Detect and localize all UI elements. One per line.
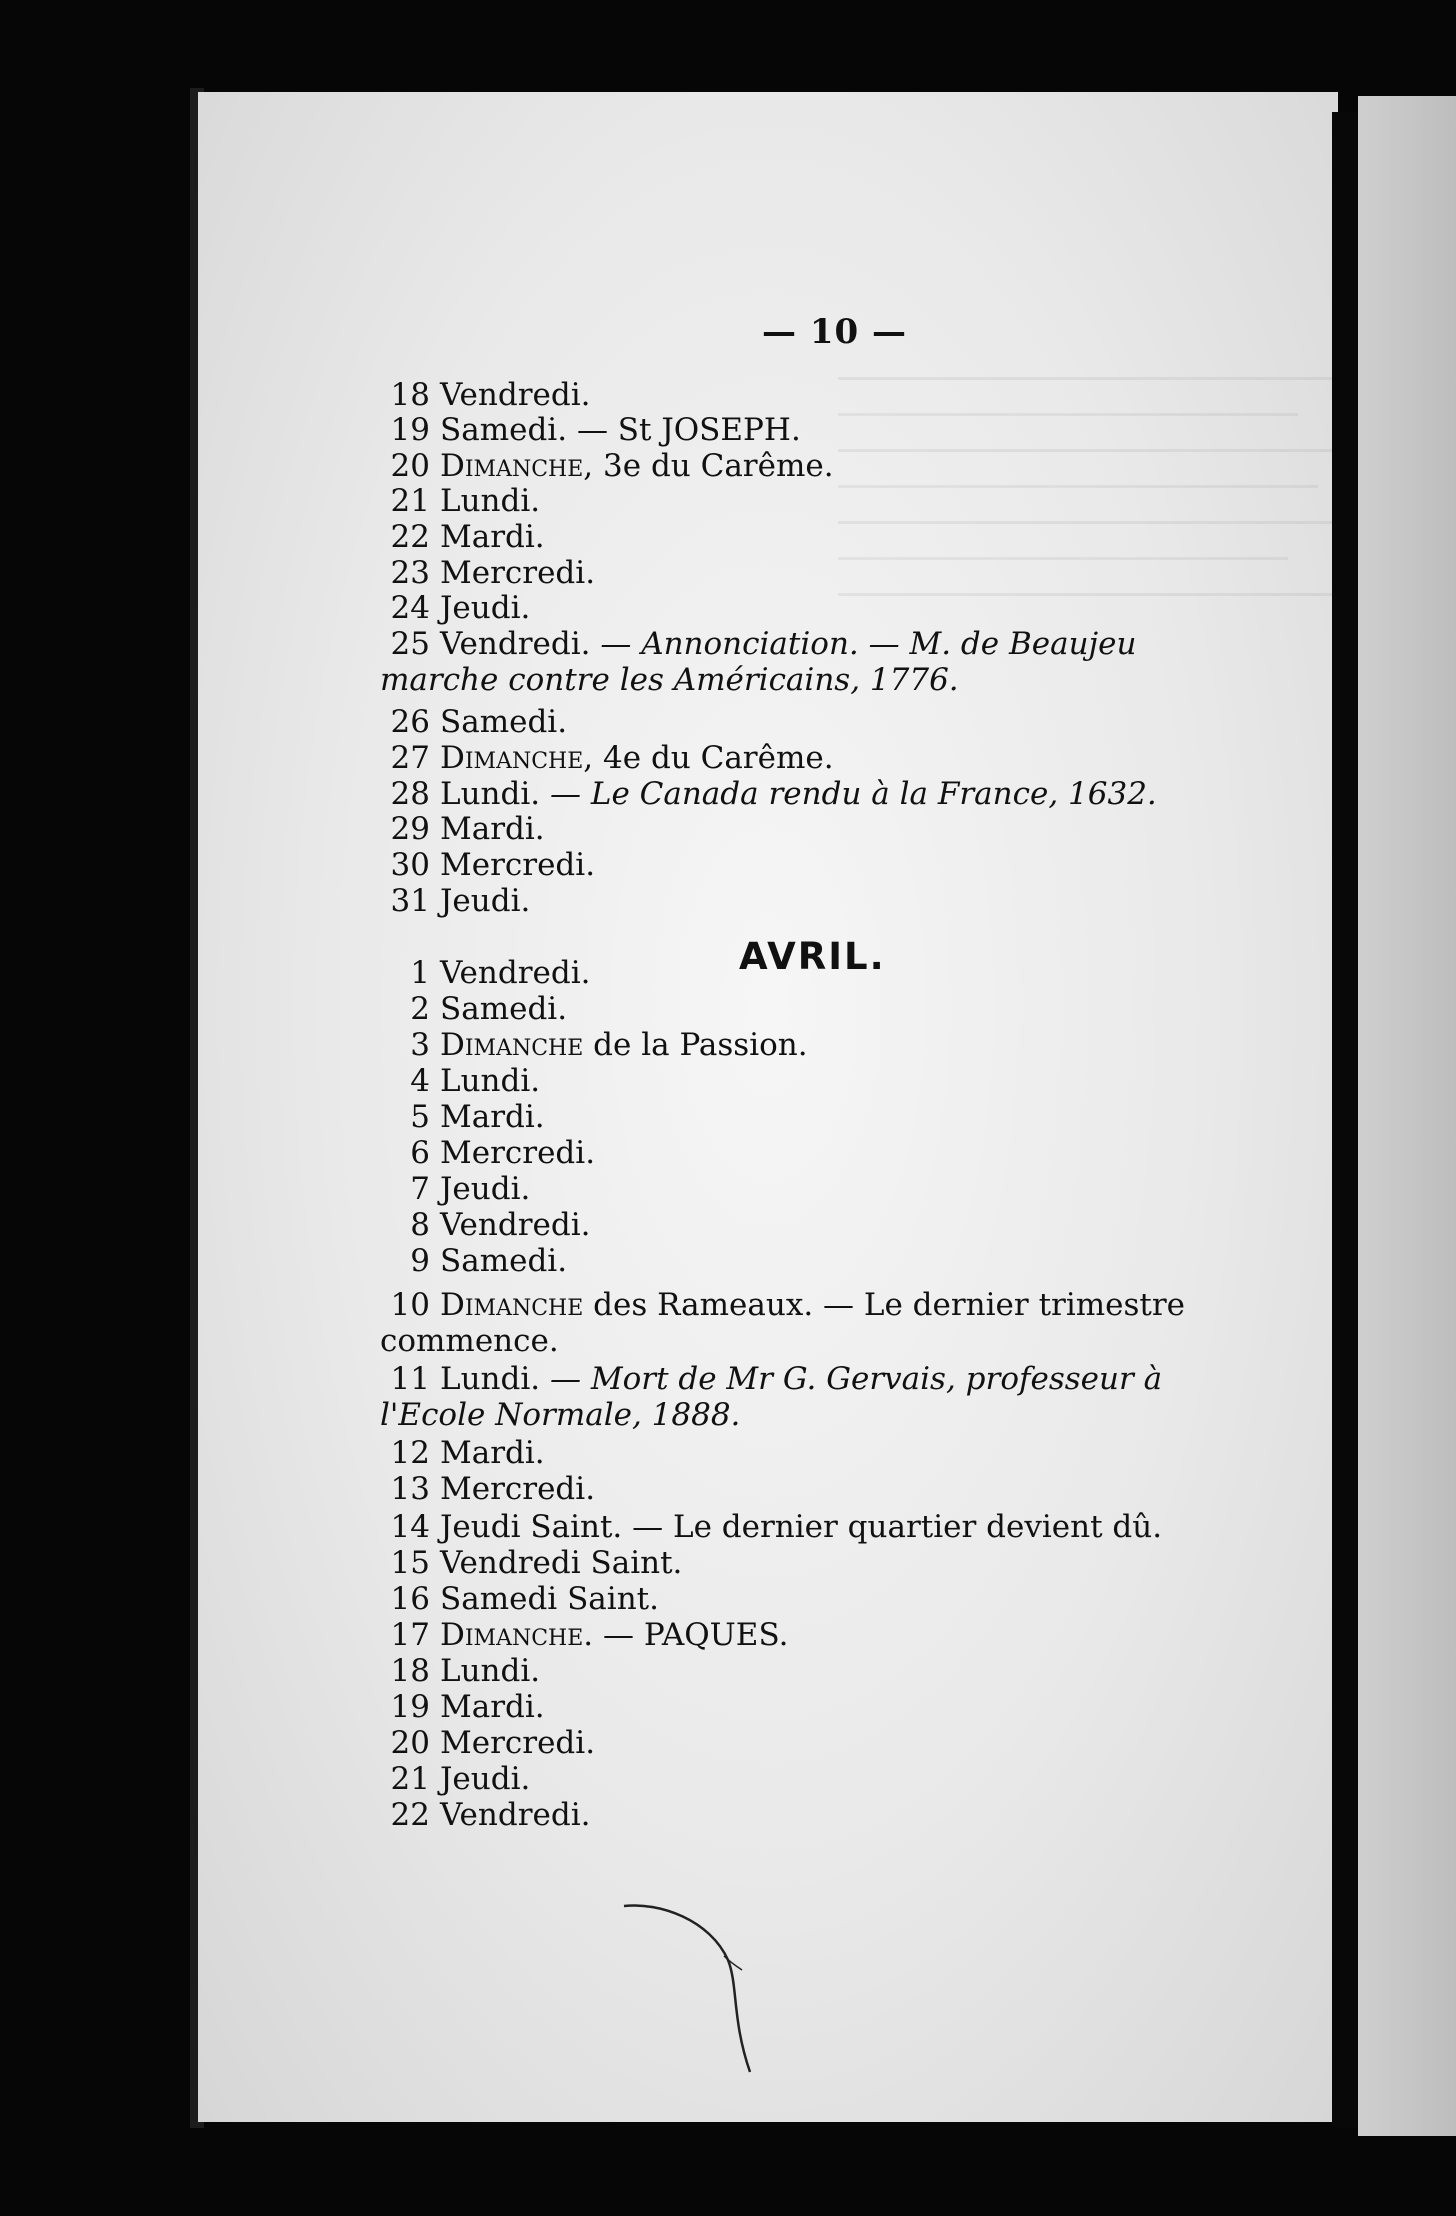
weekday: Samedi.: [440, 1243, 568, 1279]
weekday: Lundi.: [440, 776, 541, 812]
day-number: 29: [390, 811, 430, 847]
day-number: 17: [390, 1617, 430, 1653]
day-number: 10: [390, 1287, 430, 1323]
list-item: [380, 413, 1250, 449]
list-item: [380, 556, 1250, 592]
day-number: 9: [410, 1243, 430, 1279]
list-item: [380, 1618, 1250, 1654]
list-item: [380, 848, 1250, 884]
day-number: 31: [390, 883, 430, 919]
weekday: Mardi.: [440, 811, 545, 847]
day-number: 6: [410, 1135, 430, 1171]
page-number: — 10 —: [762, 312, 907, 352]
weekday: Jeudi.: [440, 590, 531, 626]
entry-note: — PAQUES.: [603, 1617, 789, 1653]
weekday: Dimanche.: [440, 1617, 594, 1653]
weekday: Samedi.: [440, 991, 568, 1027]
list-item: [380, 1100, 1250, 1136]
list-item: [380, 1762, 1250, 1798]
day-number: 19: [390, 1689, 430, 1725]
entry-note: — Annonciation. — M. de Beaujeu marche contre les Américains, 1776.: [380, 626, 1137, 698]
list-item: [380, 884, 1250, 920]
weekday: Dimanche: [440, 1287, 584, 1323]
day-number: 22: [390, 519, 430, 555]
weekday: Mardi.: [440, 1435, 545, 1471]
day-number: 30: [390, 847, 430, 883]
day-number: 3: [410, 1027, 430, 1063]
day-number: 8: [410, 1207, 430, 1243]
day-number: 11: [390, 1361, 430, 1397]
list-item: [380, 1654, 1250, 1690]
weekday: Jeudi.: [440, 883, 531, 919]
list-item: [380, 705, 1250, 741]
entry-note: 4e du Carême.: [603, 740, 834, 776]
day-number: 28: [390, 776, 430, 812]
day-number: 26: [390, 704, 430, 740]
day-number: 2: [410, 991, 430, 1027]
entry-note: des Rameaux. — Le dernier trimestre commence.: [380, 1287, 1186, 1359]
list-item: [380, 956, 1250, 992]
weekday: Mardi.: [440, 1099, 545, 1135]
weekday: Vendredi.: [440, 377, 591, 413]
weekday: Vendredi.: [440, 1797, 591, 1833]
list-item: [380, 1436, 1250, 1472]
day-number: 22: [390, 1797, 430, 1833]
list-item: [380, 812, 1250, 848]
weekday: Mercredi.: [440, 1135, 596, 1171]
day-number: 14: [390, 1509, 430, 1545]
list-item: [380, 484, 1250, 520]
weekday: Jeudi.: [440, 1761, 531, 1797]
weekday: Dimanche,: [440, 740, 594, 776]
list-item: [380, 1208, 1250, 1244]
day-number: 13: [390, 1471, 430, 1507]
weekday: Samedi.: [440, 704, 568, 740]
list-item: [380, 1362, 1250, 1433]
day-number: 1: [410, 955, 430, 991]
list-item: [380, 1288, 1250, 1359]
list-item: [380, 1726, 1250, 1762]
day-number: 24: [390, 590, 430, 626]
day-number: 12: [390, 1435, 430, 1471]
day-number: 5: [410, 1099, 430, 1135]
weekday: Dimanche: [440, 1027, 584, 1063]
weekday: Lundi.: [440, 1361, 541, 1397]
day-number: 27: [390, 740, 430, 776]
day-number: 15: [390, 1545, 430, 1581]
day-number: 21: [390, 483, 430, 519]
list-item: [380, 1546, 1250, 1582]
list-item: [380, 520, 1250, 556]
weekday: Lundi.: [440, 1653, 541, 1689]
list-item: [380, 1136, 1250, 1172]
weekday: Vendredi.: [440, 955, 591, 991]
weekday: Mercredi.: [440, 847, 596, 883]
day-number: 16: [390, 1581, 430, 1617]
entry-note: de la Passion.: [593, 1027, 808, 1063]
weekday: Lundi.: [440, 483, 541, 519]
list-item: [380, 1690, 1250, 1726]
day-number: 23: [390, 555, 430, 591]
day-number: 19: [390, 412, 430, 448]
weekday: Vendredi.: [440, 626, 591, 662]
list-item: [380, 777, 1250, 813]
list-item: [380, 1172, 1250, 1208]
list-item: [380, 992, 1250, 1028]
entry-note: 3e du Carême.: [603, 448, 834, 484]
day-number: 7: [410, 1171, 430, 1207]
pen-stroke-mark: [620, 1900, 780, 2080]
weekday: Samedi Saint.: [440, 1581, 659, 1617]
weekday: Mardi.: [440, 1689, 545, 1725]
list-item: [380, 1064, 1250, 1100]
list-item: [380, 1582, 1250, 1618]
day-number: 18: [390, 377, 430, 413]
list-item: [380, 627, 1250, 698]
list-item: [380, 1798, 1250, 1834]
weekday: Mercredi.: [440, 1471, 596, 1507]
day-number: 20: [390, 448, 430, 484]
weekday: Lundi.: [440, 1063, 541, 1099]
day-number: 25: [390, 626, 430, 662]
entry-note: — Le dernier quartier devient dû.: [632, 1509, 1163, 1545]
entry-note: — Le Canada rendu à la France, 1632.: [550, 776, 1157, 812]
weekday: Jeudi Saint.: [440, 1509, 623, 1545]
day-number: 20: [390, 1725, 430, 1761]
list-item: [380, 449, 1250, 485]
weekday: Mercredi.: [440, 555, 596, 591]
list-item: [380, 1510, 1250, 1546]
list-item: [380, 1028, 1250, 1064]
weekday: Vendredi.: [440, 1207, 591, 1243]
day-number: 18: [390, 1653, 430, 1689]
day-number: 4: [410, 1063, 430, 1099]
list-item: [380, 741, 1250, 777]
entry-note: — Mort de Mr G. Gervais, professeur à l'Ecole Normale, 1888.: [380, 1361, 1163, 1433]
list-item: [380, 378, 1250, 414]
day-number: 21: [390, 1761, 430, 1797]
weekday: Mardi.: [440, 519, 545, 555]
weekday: Mercredi.: [440, 1725, 596, 1761]
list-item: [380, 591, 1250, 627]
weekday: Jeudi.: [440, 1171, 531, 1207]
entry-note: — St JOSEPH.: [576, 412, 801, 448]
list-item: [380, 1244, 1250, 1280]
weekday: Dimanche,: [440, 448, 594, 484]
list-item: [380, 1472, 1250, 1508]
weekday: Samedi.: [440, 412, 568, 448]
month-heading: AVRIL.: [739, 935, 886, 978]
weekday: Vendredi Saint.: [440, 1545, 683, 1581]
